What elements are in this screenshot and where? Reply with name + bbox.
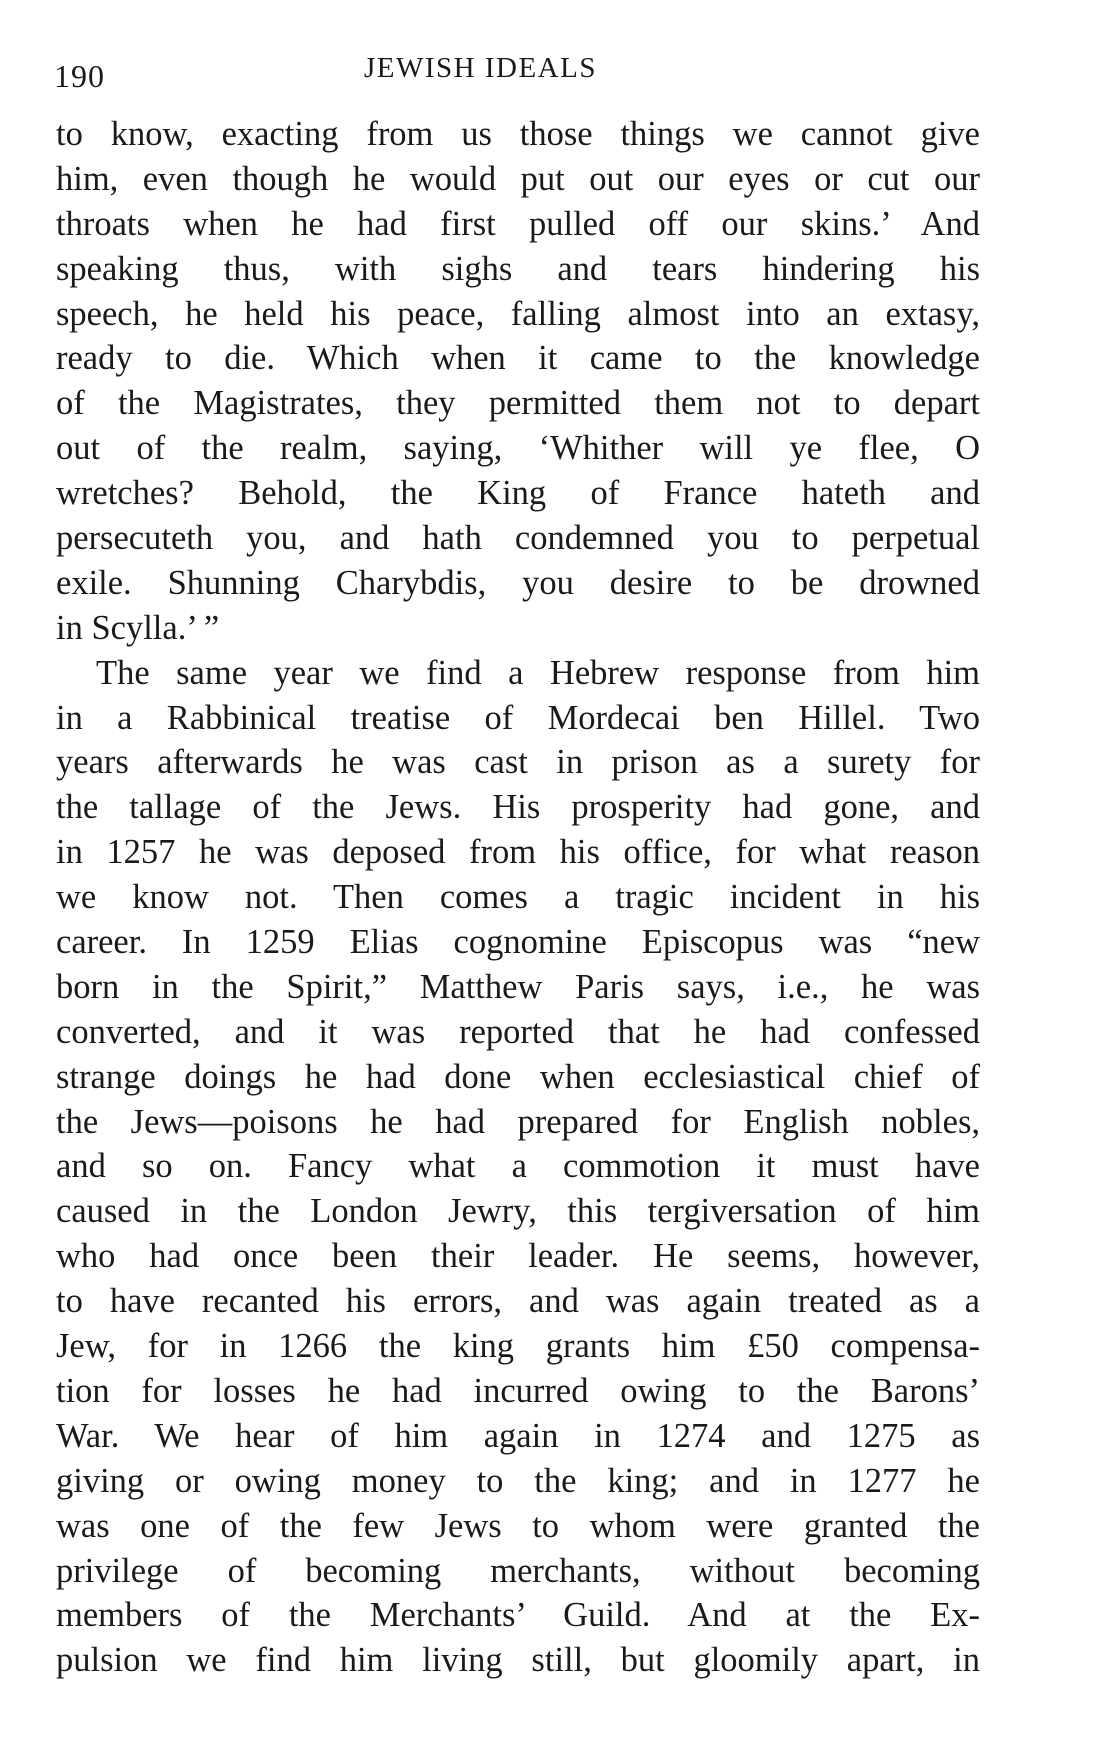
text-line: in 1257 he was deposed from his office, for what reason [56,833,980,872]
text-line: the tallage of the Jews. His prosperity had gone, and [56,788,980,827]
text-line: Jew, for in 1266 the king grants him £50 compensa- [56,1327,980,1366]
text-line: War. We hear of him again in 1274 and 1275 as [56,1416,980,1455]
running-head [54,50,984,100]
page-number: 190 [54,58,105,94]
text-line: caused in the London Jewry, this tergiversation of him [56,1192,980,1231]
text-line: of the Magistrates, they permitted them not to depart [56,384,980,423]
text-line: members of the Merchants’ Guild. And at the Ex- [56,1596,980,1635]
text-line: converted, and it was reported that he had confessed [56,1012,980,1051]
text-line: we know not. Then comes a tragic incident in his [56,878,980,917]
text-line: The same year we find a Hebrew response from him [96,653,980,692]
text-line: out of the realm, saying, ‘Whither will ye flee, O [56,429,980,468]
text-line: to have recanted his errors, and was again treated as a [56,1282,980,1321]
text-line: speech, he held his peace, falling almost into an extasy, [56,294,980,333]
text-line: to know, exacting from us those things we cannot give [56,115,980,153]
text-line: privilege of becoming merchants, without becoming [56,1551,980,1590]
text-line: career. In 1259 Elias cognomine Episcopus was “new [56,923,980,962]
text-line: was one of the few Jews to whom were granted the [56,1506,980,1545]
text-line: ready to die. Which when it came to the knowledge [56,339,980,378]
text-line: exile. Shunning Charybdis, you desire to be drowned [56,563,980,602]
text-line: tion for losses he had incurred owing to the Barons’ [56,1371,980,1410]
text-line: him, even though he would put out our eyes or cut our [56,159,980,198]
text-line: years afterwards he was cast in prison as a surety for [56,743,980,782]
text-line: in a Rabbinical treatise of Mordecai ben Hillel. Two [56,698,980,737]
text-line: speaking thus, with sighs and tears hindering his [56,249,980,288]
body-text [56,112,980,1683]
text-line: persecuteth you, and hath condemned you to perpetual [56,519,980,558]
text-line: who had once been their leader. He seems, however, [56,1237,980,1276]
text-line: throats when he had first pulled off our skins.’ And [56,204,980,243]
text-line: wretches? Behold, the King of France hateth and [56,474,980,513]
text-line: in Scylla.’ ” [56,608,220,647]
running-title: JEWISH IDEALS [364,52,597,84]
text-line: born in the Spirit,” Matthew Paris says, i.e., he was [56,967,980,1006]
text-line: giving or owing money to the king; and in 1277 he [56,1461,980,1500]
text-line: the Jews—poisons he had prepared for English nobles, [56,1102,980,1141]
text-line: and so on. Fancy what a commotion it must have [56,1147,980,1186]
text-line: strange doings he had done when ecclesiastical chief of [56,1057,980,1096]
text-line: pulsion we find him living still, but gloomily apart, in [56,1641,980,1680]
